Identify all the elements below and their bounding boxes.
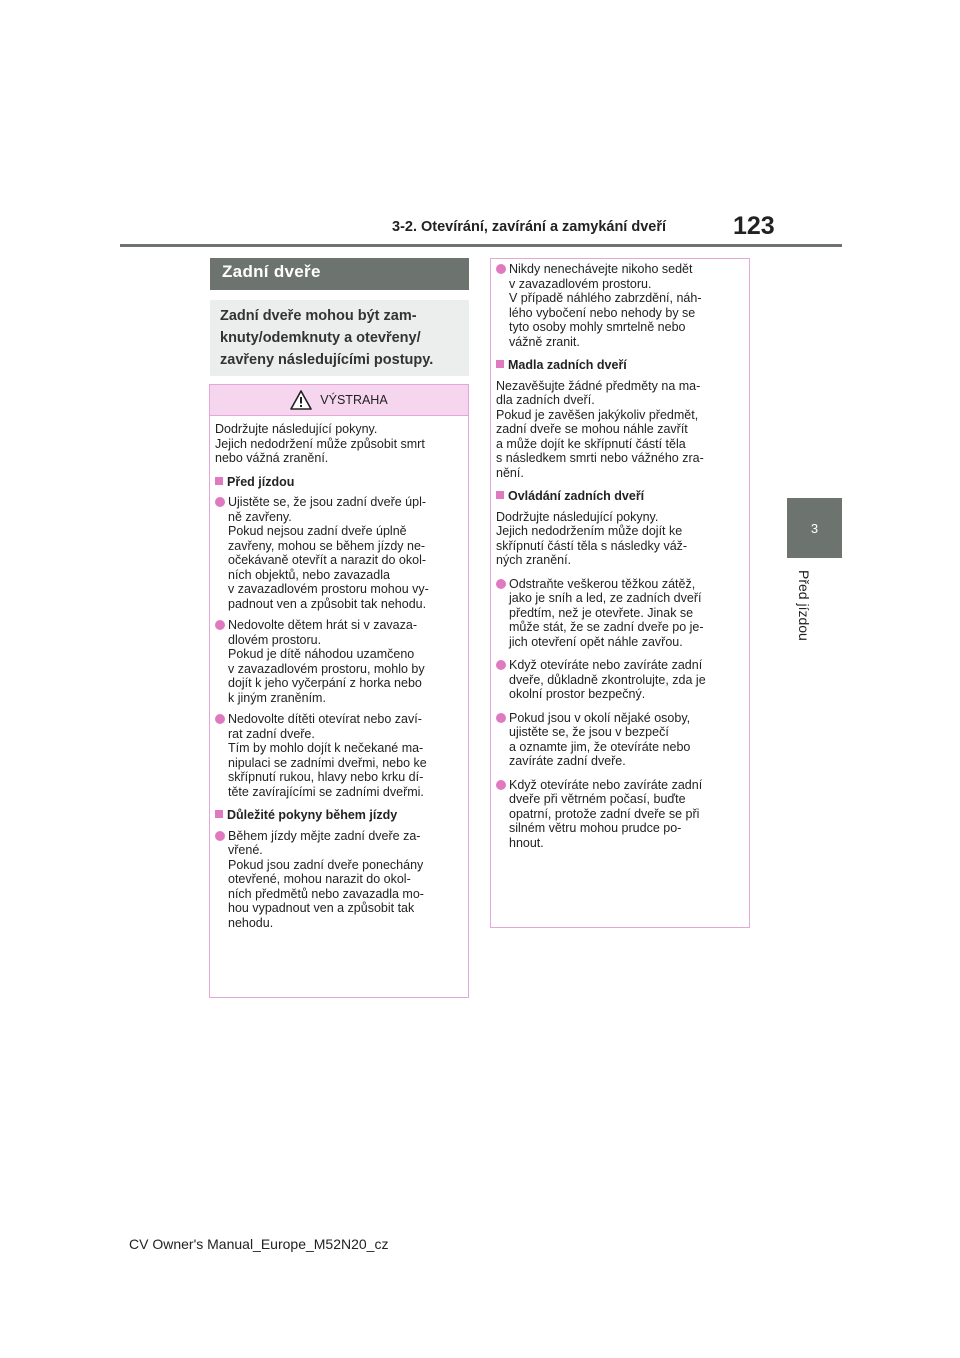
section-header-title: 3-2. Otevírání, zavírání a zamykání dveří [392,219,667,235]
square-bullet-icon [496,360,504,368]
round-bullet-icon [496,264,506,274]
chapter-tab [787,498,842,558]
round-bullet-icon [215,497,225,507]
footer-manual-id: CV Owner's Manual_Europe_M52N20_cz [129,1236,389,1252]
warning-bullet: Když otevíráte nebo zavíráte zadní dveře, důkladně zkontrolujte, zda je okolní prostor bezpečný. [496,658,744,702]
warning-bullet: Když otevíráte nebo zavíráte zadní dveře při větrném počasí, buďte opatrní, protože zadní dveře se při silném větru mohou prudce po- hnout. [496,778,744,851]
round-bullet-icon [215,714,225,724]
warning-paragraph: Nezavěšujte žádné předměty na ma- dla zadních dveří. Pokud je zavěšen jakýkoliv předmět, zadní dveře se mohou náhle zavřít a může dojít ke skřípnutí částí těla s následkem smrti nebo vážného zra- nění. [496,378,704,480]
square-bullet-icon [496,491,504,499]
round-bullet-icon [215,620,225,630]
warning-header [210,385,468,416]
square-bullet-icon [215,810,223,818]
warning-box [209,384,469,998]
intro-box: Zadní dveře mohou být zam- knuty/odemknuty a otevřeny/ zavřeny následujícími postupy. [210,300,469,376]
round-bullet-icon [496,713,506,723]
warning-bullet: Během jízdy mějte zadní dveře za- vřené. Pokud jsou zadní dveře ponechány otevřené, mohou narazit do okol- ních předmětů nebo zavazadla mo- hou vypadnout ven a způsobit tak nehodu. [215,829,463,931]
warning-section-heading: Madla zadních dveří [496,358,744,373]
warning-triangle-icon [290,390,312,410]
warning-intro: Dodržujte následující pokyny. Jejich nedodržení může způsobit smrt nebo vážná zranění. [215,422,425,465]
chapter-number: 3 [810,520,819,536]
warning-bullet: Nedovolte dítěti otevírat nebo zaví- rat zadní dveře. Tím by mohlo dojít k nečekané ma- nipulaci se zadními dveřmi, nebo ke skřípnutí rukou, hlavy nebo krku dí- těte zavírajícími se zadními dveřmi. [215,712,463,799]
chapter-title: Před jízdou [796,570,812,641]
warning-section-heading: Ovládání zadních dveří [496,489,744,504]
square-bullet-icon [215,477,223,485]
warning-bullet: Odstraňte veškerou těžkou zátěž, jako je sníh a led, ze zadních dveří předtím, než je otevřete. Jinak se může stát, že se zadní dveře po je- jich otevření opět náhle zavřou. [496,577,744,650]
round-bullet-icon [496,579,506,589]
round-bullet-icon [496,660,506,670]
page-number: 123 [733,212,775,240]
warning-bullet: Ujistěte se, že jsou zadní dveře úpl- ně zavřeny. Pokud nejsou zadní dveře úplně zavřeny, mohou se během jízdy ne- očekávaně otevřít a narazit do okol- ních objektů, nebo zavazadla v zavazadlovém prostoru mohou vy- padnout ven a způsobit tak nehodu. [215,495,463,611]
warning-bullet: Nedovolte dětem hrát si v zavaza- dlovém prostoru. Pokud je dítě náhodou uzamčeno v zavazadlovém prostoru, mohlo by dojít k jeho vyčerpání z horka nebo k jiným zraněním. [215,618,463,705]
warning-section-heading: Důležité pokyny během jízdy [215,808,463,823]
warning-bullet: Nikdy nenechávejte nikoho sedět v zavazadlovém prostoru. V případě náhlého zabrzdění, náh- lého vybočení nebo nehody by se tyto osoby mohly smrtelně nebo vážně zranit. [496,262,744,349]
warning-label: VÝSTRAHA [320,393,388,407]
warning-section-heading: Před jízdou [215,475,463,490]
header-divider [120,244,842,247]
section-title: Zadní dveře [210,258,469,290]
warning-continued-box [490,258,750,928]
round-bullet-icon [215,831,225,841]
round-bullet-icon [496,780,506,790]
warning-bullet: Pokud jsou v okolí nějaké osoby, ujistěte se, že jsou v bezpečí a oznamte jim, že otevíráte nebo zavíráte zadní dveře. [496,711,744,769]
warning-paragraph: Dodržujte následující pokyny. Jejich nedodržením může dojít ke skřípnutí částí těla s následky váž- ných zranění. [496,509,688,567]
